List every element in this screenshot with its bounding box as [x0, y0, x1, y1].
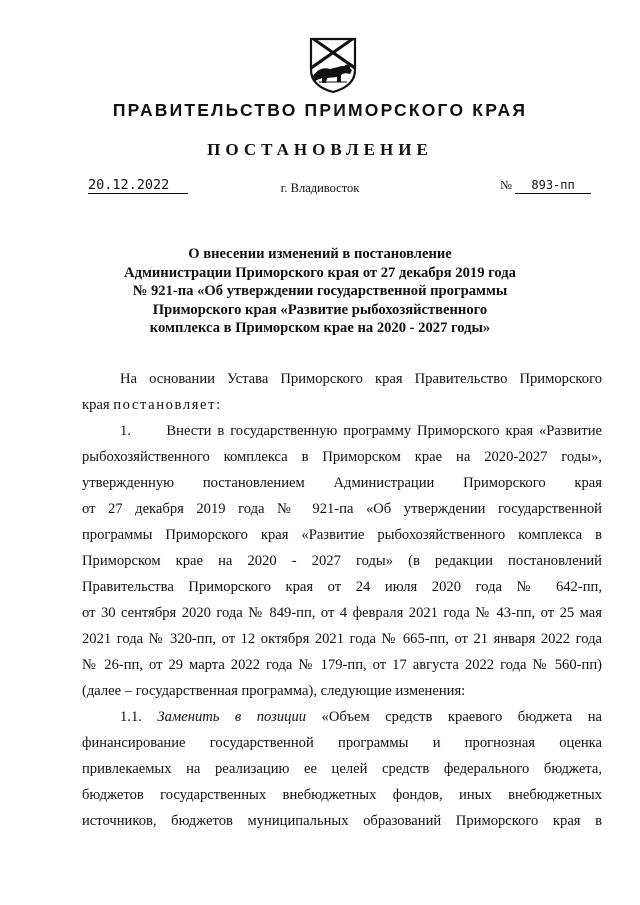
decree-keyword: постановляет:	[113, 397, 222, 413]
document-date: 20.12.2022	[88, 178, 188, 194]
body-line: от 30 сентября 2020 года № 849-пп, от 4 февраля 2021 года № 43-пп, от 25 мая	[82, 605, 602, 621]
document-type: ПОСТАНОВЛЕНИЕ	[207, 140, 433, 159]
body-line: программы Приморского края «Развитие рыбохозяйственного комплекса в	[82, 527, 602, 543]
body-text-fragment: края	[82, 397, 114, 413]
body-line: источников, бюджетов муниципальных образований Приморского края в	[82, 813, 602, 829]
body-line: от 27 декабря 2019 года № 921-па «Об утверждении государственной	[82, 501, 602, 517]
body-line: рыбохозяйственного комплекса в Приморском крае на 2020-2027 годы»,	[82, 449, 602, 465]
number-value: 893-пп	[515, 178, 591, 194]
body-text-fragment: «Объем средств краевого бюджета на	[306, 709, 602, 725]
heading-line: комплекса в Приморском крае на 2020 - 2027 годы»	[149, 320, 491, 337]
document-heading	[110, 245, 530, 338]
coat-of-arms-icon	[308, 36, 358, 94]
number-label: №	[500, 178, 512, 192]
body-line: утвержденную постановлением Администрации Приморского края	[82, 475, 602, 491]
body-line	[82, 392, 602, 418]
body-text-italic: Заменить в позиции	[157, 709, 307, 725]
body-line: 2021 года № 320-пп, от 12 октября 2021 года № 665-пп, от 21 января 2022 года	[82, 631, 602, 647]
government-title: ПРАВИТЕЛЬСТВО ПРИМОРСКОГО КРАЯ	[112, 100, 528, 120]
body-line: 1. Внести в государственную программу Приморского края «Развитие	[120, 423, 602, 439]
document-city: г. Владивосток	[280, 181, 360, 195]
body-line: привлекаемых на реализацию ее целей средств федерального бюджета,	[82, 761, 602, 777]
document-body	[82, 366, 602, 834]
heading-line: Приморского края «Развитие рыбохозяйственного	[152, 301, 488, 318]
body-line: финансирование государственной программы и прогнозная оценка	[82, 735, 602, 751]
body-line: Приморском крае на 2020 - 2027 годы» (в редакции постановлений	[82, 553, 602, 569]
heading-line: № 921-па «Об утверждении государственной программы	[132, 283, 508, 300]
document-number	[500, 178, 591, 194]
body-line: бюджетов государственных внебюджетных фондов, иных внебюджетных	[82, 787, 602, 803]
heading-line: Администрации Приморского края от 27 декабря 2019 года	[124, 264, 516, 281]
body-line	[82, 704, 602, 730]
body-line: На основании Устава Приморского края Правительство Приморского	[120, 371, 602, 387]
heading-line: О внесении изменений в постановление	[188, 246, 452, 262]
body-line: (далее – государственная программа), следующие изменения:	[82, 683, 466, 699]
body-line: № 26-пп, от 29 марта 2022 года № 179-пп, от 17 августа 2022 года № 560-пп)	[82, 657, 602, 673]
body-text-fragment: 1.1.	[120, 709, 158, 725]
body-line: Правительства Приморского края от 24 июля 2020 года № 642-пп,	[82, 579, 602, 595]
